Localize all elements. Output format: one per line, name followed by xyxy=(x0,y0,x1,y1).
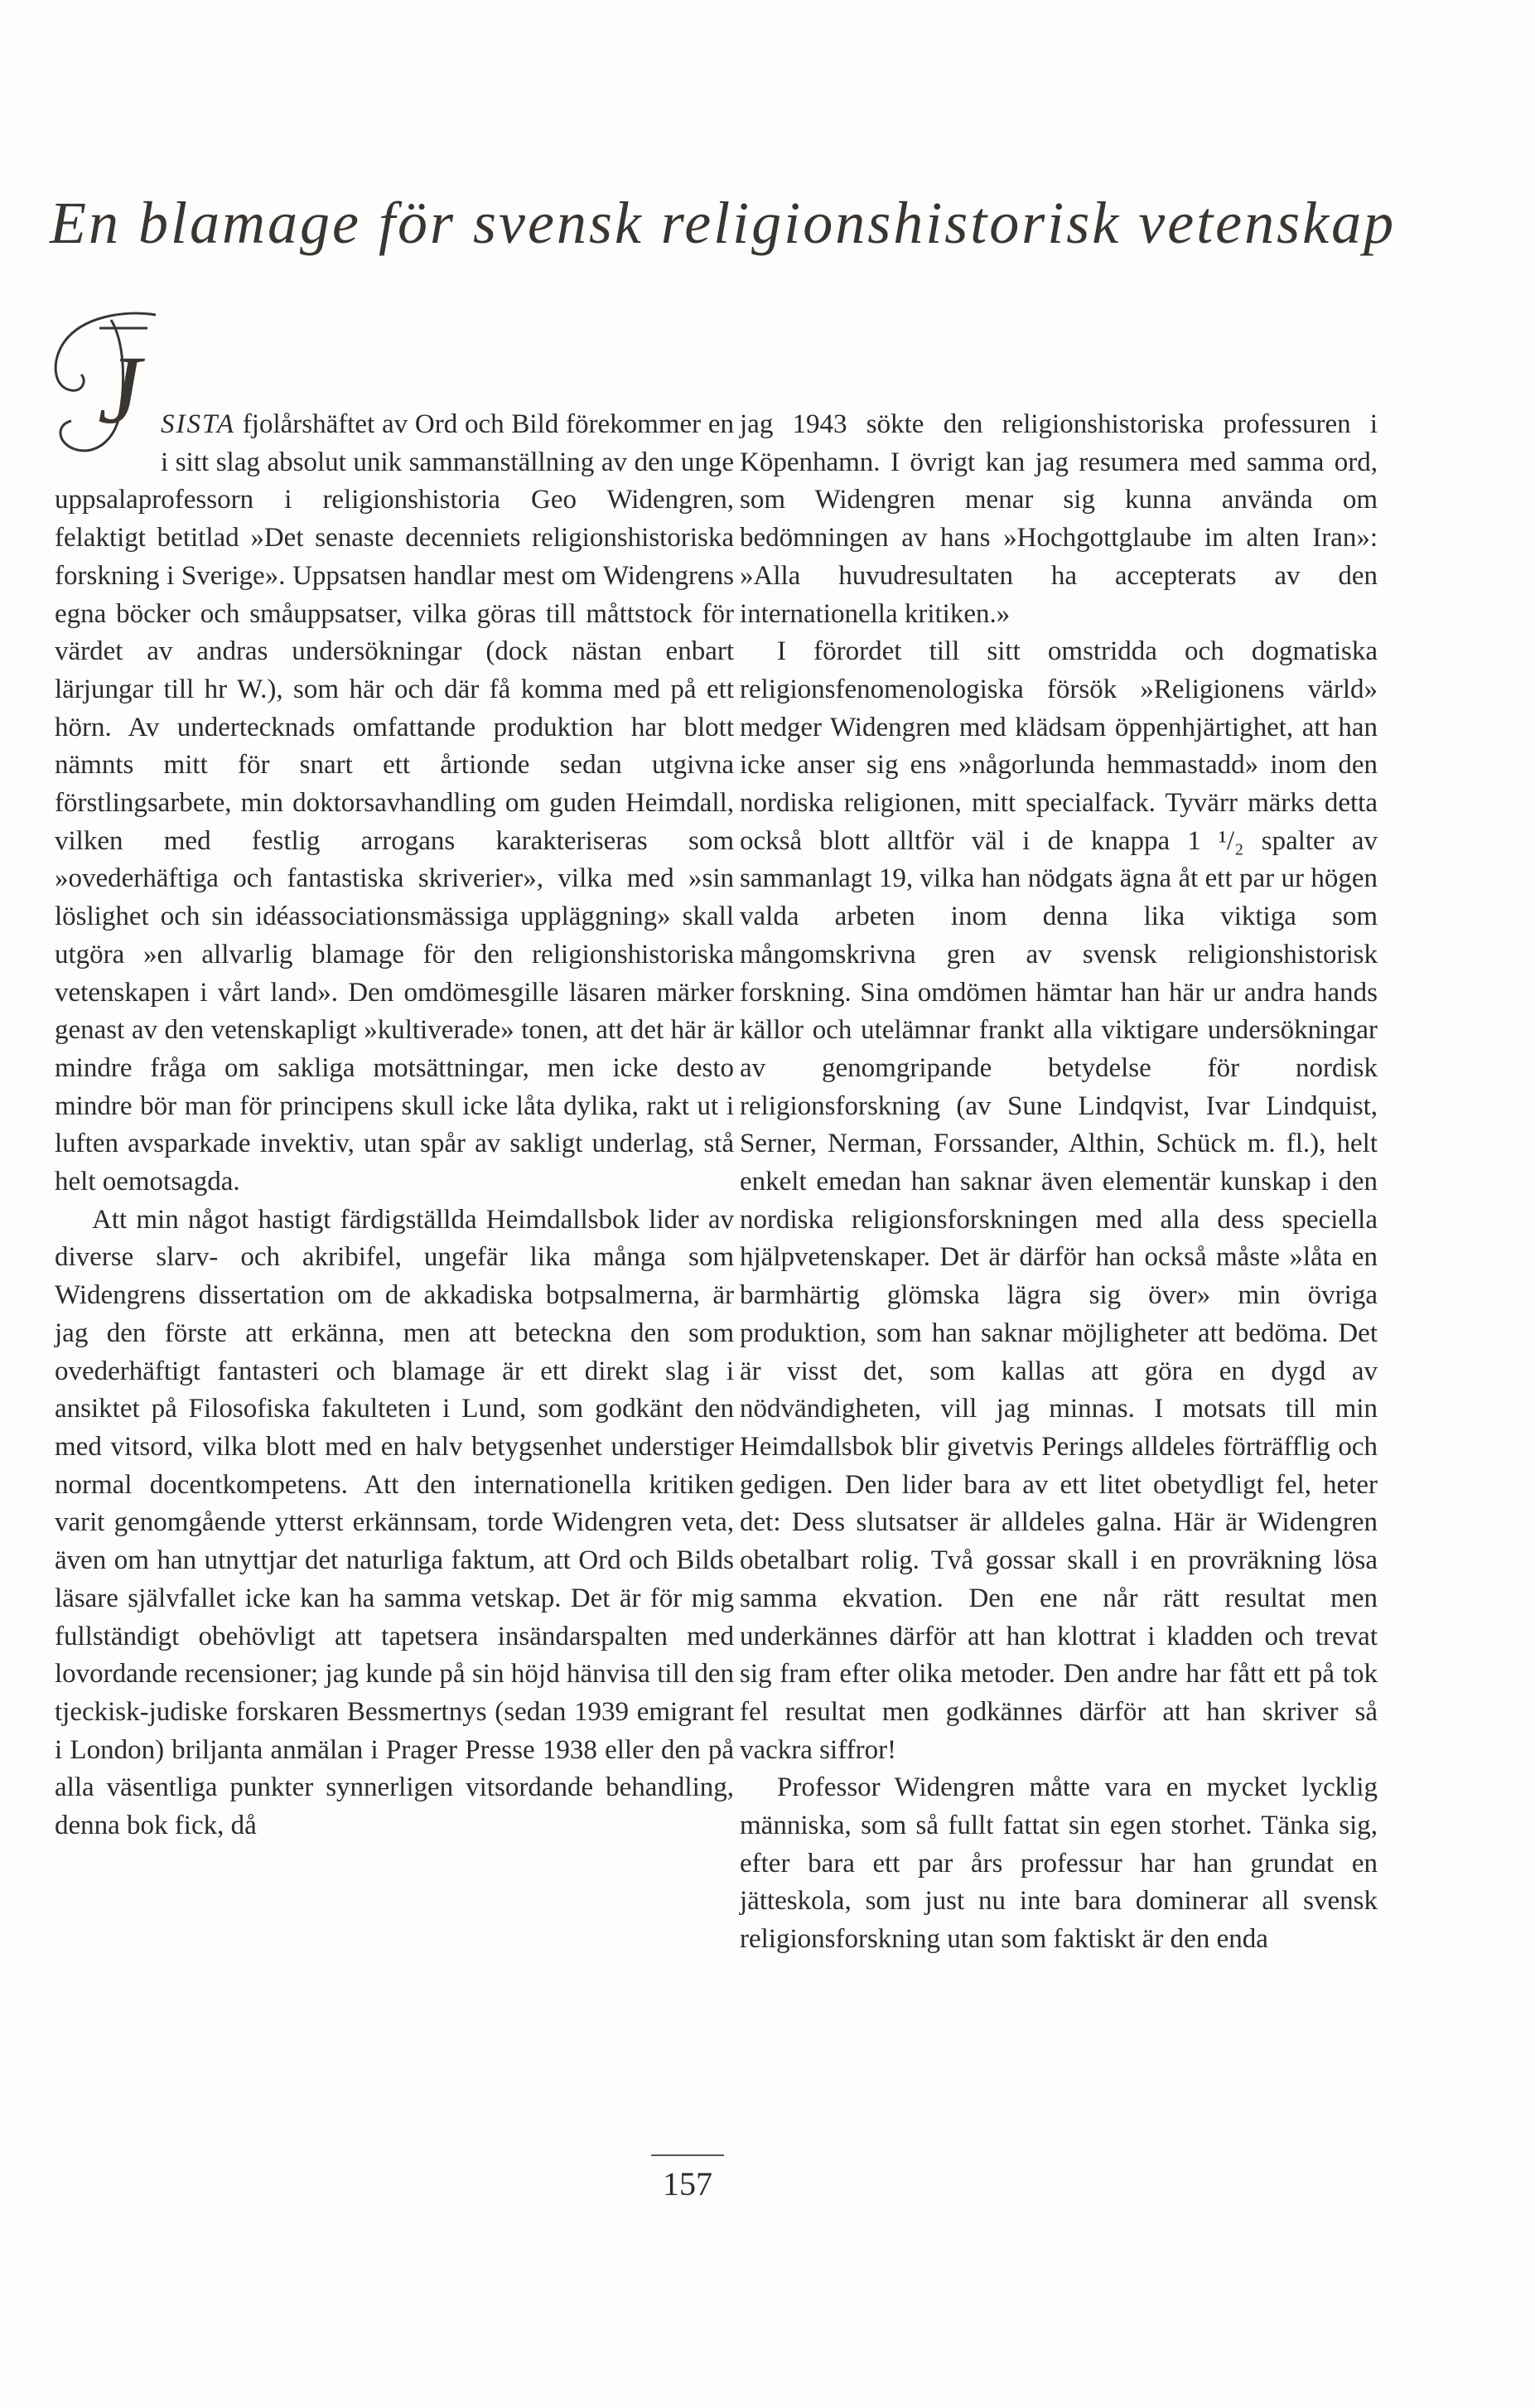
article-title: En blamage för svensk religionshistorisk vetenskap xyxy=(50,190,1397,256)
lead-word: SISTA xyxy=(161,409,236,439)
folio-rule xyxy=(651,2154,724,2156)
left-paragraph-1 xyxy=(55,406,734,1202)
page-number: 157 xyxy=(663,2165,712,2202)
left-paragraph-1-text: fjolårshäftet av Ord och Bild förekommer en i sitt slag absolut unik sammanställning av den unge uppsalaprofessorn i religionshistoria Geo Widengren, felaktigt betitlad »Det senaste decenniets religionshistoriska forskning i Sverige». Uppsatsen handlar mest om Widengrens egna böcker och småuppsatser, vilka göras till måttstock för värdet av andras undersökningar (dock nästan enbart lärjungar till hr W.), som här och där få komma med på ett hörn. Av undertecknads omfattande produktion har blott nämnts mitt för snart ett årtionde sedan utgivna förstlingsarbete, min doktorsavhandling om guden Heimdall, vilken med festlig arrogans karakteriseras som »ovederhäftiga och fantastiska skriverier», vilka med »sin löslighet och sin idéassociationsmässiga uppläggning» skall utgöra »en allvarlig blamage för den religionshistoriska vetenskapen i vårt land». Den omdömesgille läsaren märker genast av den vetenskapligt »kultiverade» tonen, att det här är mindre fråga om sakliga motsättningar, men icke desto mindre bör man för principens skull icke låta dylika, rakt ut i luften avsparkade invektiv, utan spår av sakligt underlag, stå helt oemotsagda. xyxy=(55,409,734,1197)
right-paragraph-3: Professor Widengren måtte vara en mycket lycklig människa, som så fullt fattat sin egen storhet. Tänka sig, efter bara ett par års professur har han grundat en jätteskola, som just nu inte bara dominerar all svensk religionsforskning utan som faktiskt är den enda xyxy=(740,1772,1378,1955)
right-paragraph-2: I förordet till sitt omstridda och dogmatiska religionsfenomenologiska försök »Religionens värld» medger Widengren med klädsam öppenhjärtighet, att han icke anser sig ens »någorlunda hemmastadd» inom den nordiska religionen, mitt specialfack. Tyvärr märks detta också blott alltför väl i de knappa 1 ¹/₂ spalter av sammanlagt 19, vilka han nödgats ägna åt ett par ur högen valda arbeten inom denna lika viktiga som mångomskrivna gren av svensk religionshistorisk forskning. Sina omdömen hämtar han här ur andra hands källor och utelämnar frankt alla viktigare undersökningar av genomgripande betydelse för nordisk religionsforskning (av Sune Lindqvist, Ivar Lindquist, Serner, Nerman, Forssander, Althin, Schück m. fl.), helt enkelt emedan han saknar även elementär kunskap i den nordiska religionsforskningen med alla dess speciella hjälpvetenskaper. Det är därför han också måste »låta en barmhärtig glömska lägra sig över» min övriga produktion, som han saknar möjligheter att bedöma. Det är visst det, som kallas att göra en dygd av nödvändigheten, vill jag minnas. I motsats till min Heimdallsbok blir givetvis Perings alldeles förträfflig och gedigen. Den lider bara av ett litet obetydligt fel, heter det: Dess slutsatser är alldeles galna. Här är Widengren obetalbart rolig. Två gossar skall i en provräkning lösa samma ekvation. Den ene når rätt resultat men underkännes därför att han klottrat i kladden och trevat sig fram efter olika metoder. Den andre har fått ett på tok fel resultat men godkännes därför att han skriver så vackra siffror! xyxy=(740,636,1378,1765)
drop-cap-spacer xyxy=(55,406,161,479)
drop-cap-letter: J xyxy=(98,336,142,444)
left-column xyxy=(55,406,734,1845)
right-column xyxy=(740,406,1378,1959)
left-paragraph-2: Att min något hastigt färdigställda Heimdallsbok lider av diverse slarv- och akribifel, ungefär lika många som Widengrens dissertation om de akkadiska botpsalmerna, är jag den förste att erkänna, men att beteckna den som ovederhäftigt fantasteri och blamage är ett direkt slag i ansiktet på Filosofiska fakulteten i Lund, som godkänt den med vitsord, vilka blott med en halv betygsenhet understiger normal docentkompetens. Att den internationella kritiken varit genomgående ytterst erkännsam, torde Widengren veta, även om han utnyttjar det naturliga faktum, att Ord och Bilds läsare självfallet icke kan ha samma vetskap. Det är för mig fullständigt obehövligt att tapetsera insändarspalten med lovordande recensioner; jag kunde på sin höjd hänvisa till den tjeckisk-judiske forskaren Bessmertnys (sedan 1939 emigrant i London) briljanta anmälan i Prager Presse 1938 eller den på alla väsentliga punkter synnerligen vitsordande behandling, denna bok fick, då xyxy=(55,1204,734,1841)
right-paragraph-1: jag 1943 sökte den religionshistoriska professuren i Köpenhamn. I övrigt kan jag resumera med samma ord, som Widengren menar sig kunna använda om bedömningen av hans »Hochgottglaube im alten Iran»: »Alla huvudresultaten ha accepterats av den internationella kritiken.» xyxy=(740,409,1378,629)
